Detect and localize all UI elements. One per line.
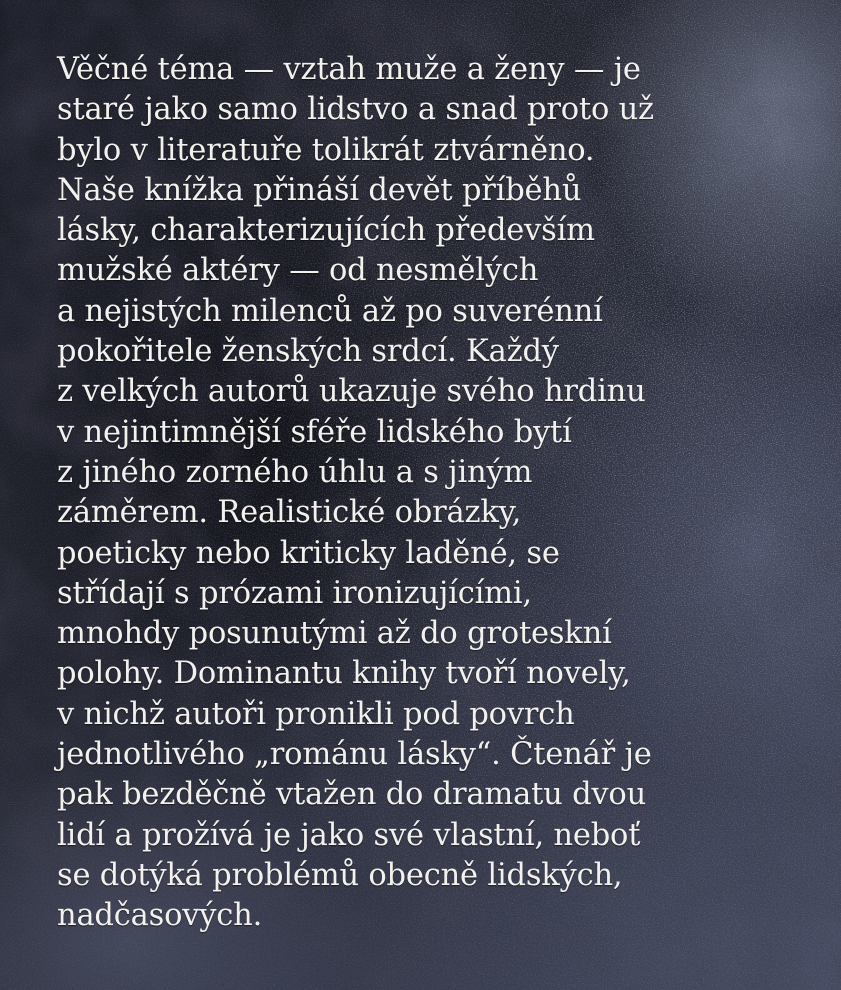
blurb-line: jednotlivého „románu lásky“. Čtenář je — [57, 737, 652, 773]
blurb-line: pokořitele ženských srdcí. Každý — [57, 334, 559, 370]
cover-blurb — [57, 50, 787, 937]
blurb-line: mnohdy posunutými až do groteskní — [57, 616, 612, 652]
blurb-line: Věčné téma — vztah muže a ženy — je — [57, 52, 641, 87]
blurb-line: mužské aktéry — od nesmělých — [57, 253, 539, 289]
blurb-line: bylo v literatuře tolikrát ztvárněno. — [57, 132, 595, 168]
blurb-line: v nichž autoři pronikli pod povrch — [57, 696, 575, 732]
blurb-line: lásky, charakterizujících především — [57, 213, 595, 249]
blurb-line: lidí a prožívá je jako své vlastní, neboť — [57, 817, 641, 853]
blurb-line: a nejistých milenců až po suverénní — [57, 293, 603, 329]
blurb-line: poeticky nebo kriticky laděné, se — [57, 535, 560, 571]
blurb-line: střídají s prózami ironizujícími, — [57, 575, 532, 611]
blurb-line: Naše knížka přináší devět příběhů — [57, 172, 582, 208]
blurb-line: z jiného zorného úhlu a s jiným — [57, 454, 533, 490]
blurb-line: z velkých autorů ukazuje svého hrdinu — [57, 374, 646, 410]
blurb-line: se dotýká problémů obecně lidských, — [57, 857, 623, 893]
blurb-line: záměrem. Realistické obrázky, — [57, 495, 522, 531]
blurb-line: pak bezděčně vtažen do dramatu dvou — [57, 777, 647, 813]
blurb-line: nadčasových. — [57, 898, 263, 934]
blurb-line: staré jako samo lidstvo a snad proto už — [57, 92, 654, 128]
blurb-line: v nejintimnější sféře lidského bytí — [57, 414, 572, 450]
blurb-line: polohy. Dominantu knihy tvoří novely, — [57, 656, 631, 692]
